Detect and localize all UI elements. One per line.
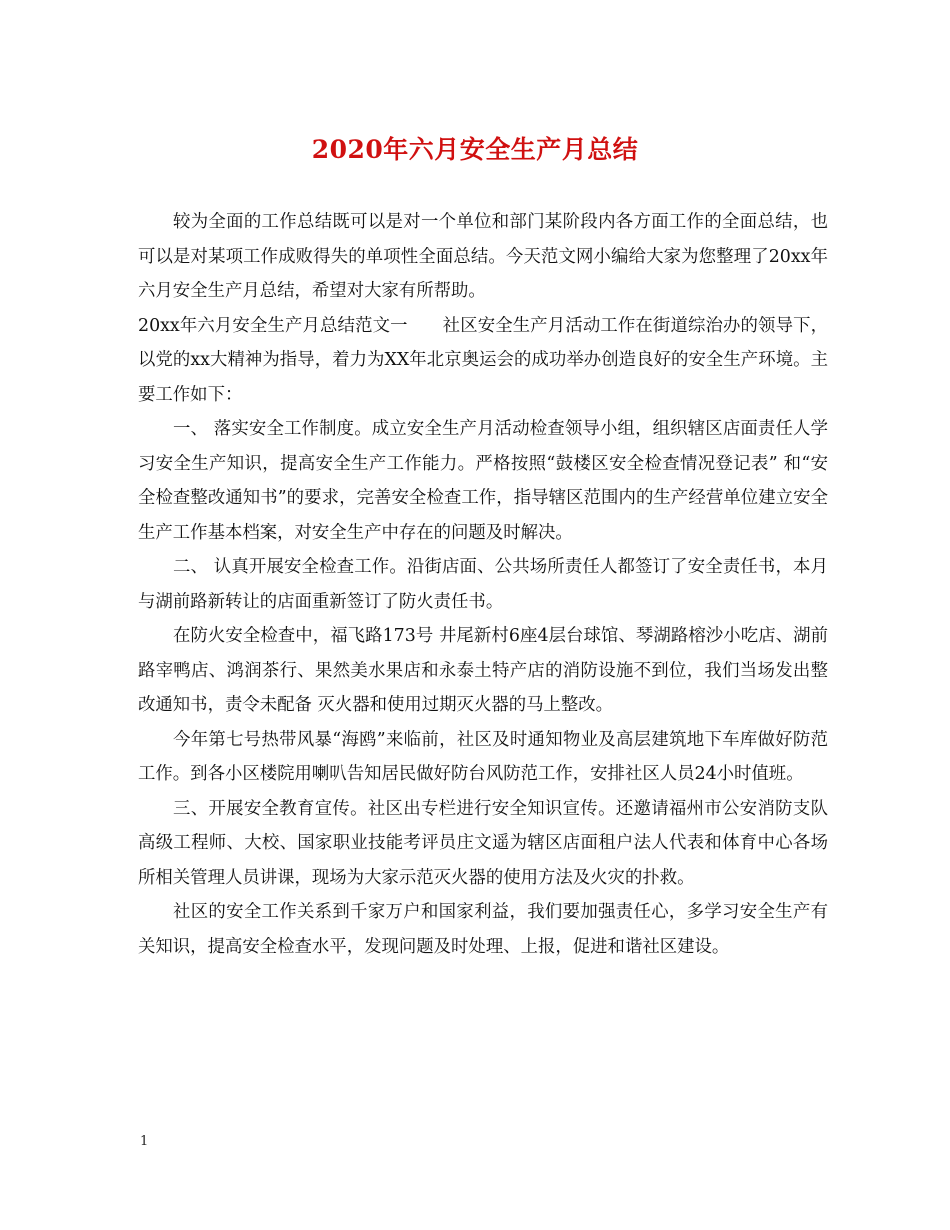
document-body <box>138 205 828 964</box>
paragraph-safety-system: 一、 落实安全工作制度。成立安全生产月活动检查领导小组，组织辖区店面责任人学习安全生产知识，提高安全生产工作能力。严格按照“鼓楼区安全检查情况登记表” 和“安全检查整改通知书”的要求，完善安全检查工作，指导辖区范围内的生产经营单位建立安全生产工作基本档案，对安全生产中存在的问题及时解决。 <box>138 419 828 543</box>
paragraph-education: 三、开展安全教育宣传。社区出专栏进行安全知识宣传。还邀请福州市公安消防支队高级工程师、大校、国家职业技能考评员庄文遥为辖区店面租户法人代表和体育中心各场所相关管理人员讲课，现场为大家示范灭火器的使用方法及火灾的扑救。 <box>138 798 828 888</box>
paragraph-conclusion: 社区的安全工作关系到千家万户和国家利益，我们要加强责任心，多学习安全生产有关知识，提高安全检查水平，发现问题及时处理、上报，促进和谐社区建设。 <box>138 902 828 957</box>
page-number: 1 <box>140 1134 149 1149</box>
paragraph-intro: 较为全面的工作总结既可以是对一个单位和部门某阶段内各方面工作的全面总结，也可以是对某项工作成败得失的单项性全面总结。今天范文网小编给大家为您整理了20xx年六月安全生产月总结，希望对大家有所帮助。 <box>138 212 828 301</box>
paragraph-typhoon: 今年第七号热带风暴“海鸥”来临前，社区及时通知物业及高层建筑地下车库做好防范工作。到各小区楼院用喇叭告知居民做好防台风防范工作，安排社区人员24小时值班。 <box>138 729 828 784</box>
paragraph-fire-inspection: 在防火安全检查中，福飞路173号 井尾新村6座4层台球馆、琴湖路榕沙小吃店、湖前路宰鸭店、鸿润茶行、果然美水果店和永泰土特产店的消防设施不到位，我们当场发出整改通知书，责令未配备 灭火器和使用过期灭火器的马上整改。 <box>138 626 828 715</box>
document-title: 2020年六月安全生产月总结 <box>311 135 639 164</box>
paragraph-safety-inspection: 二、 认真开展安全检查工作。沿街店面、公共场所责任人都签订了安全责任书，本月与湖前路新转让的店面重新签订了防火责任书。 <box>138 557 828 612</box>
paragraph-sample-heading: 20xx年六月安全生产月总结范文一 社区安全生产月活动工作在街道综治办的领导下，以党的xx大精神为指导，着力为XX年北京奥运会的成功举办创造良好的安全生产环境。主要工作如下： <box>138 315 828 405</box>
